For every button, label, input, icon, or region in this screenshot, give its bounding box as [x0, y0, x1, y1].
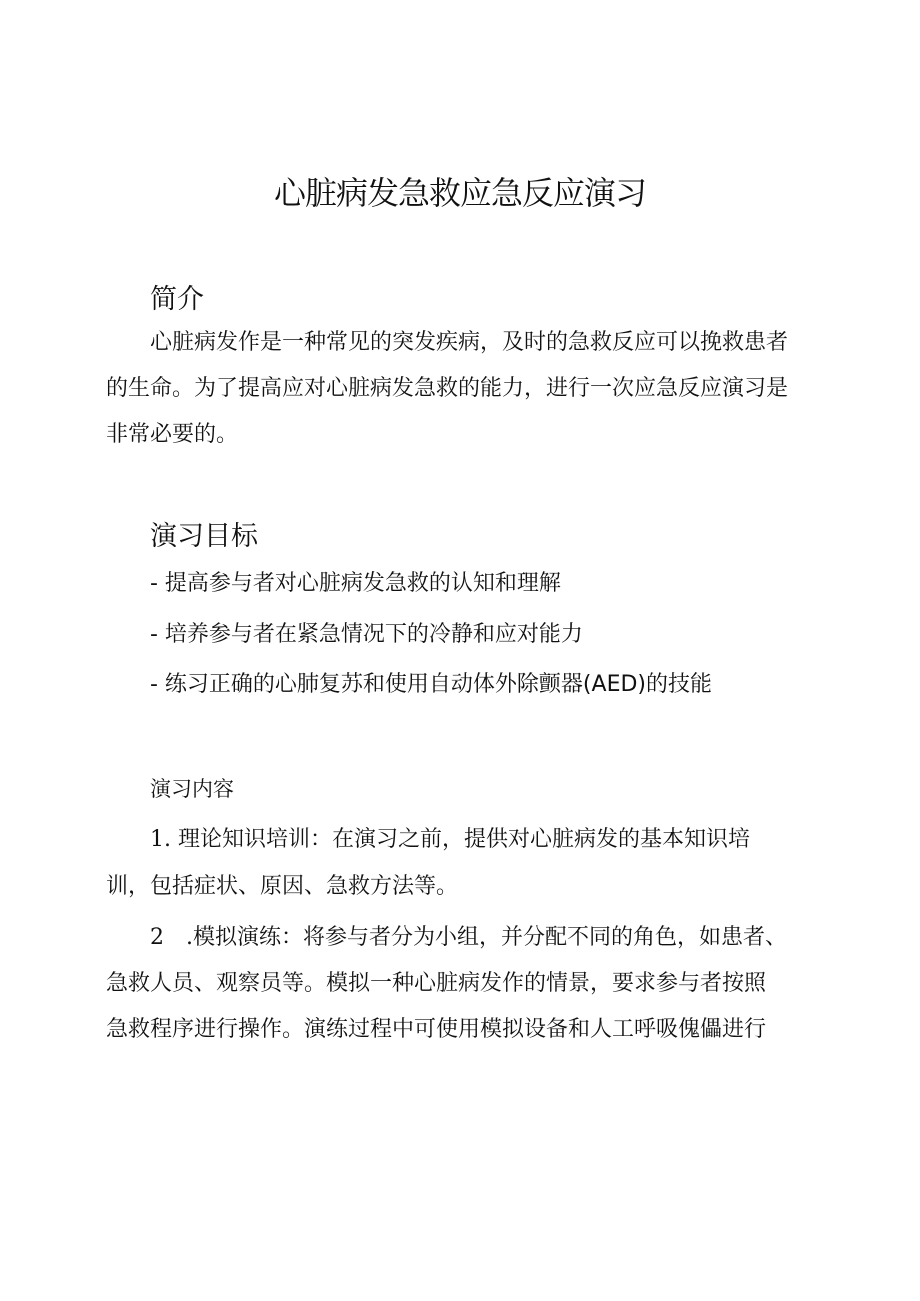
section-heading-goals: 演习目标 [150, 521, 258, 552]
intro-line-3: 非常必要的。 [106, 422, 239, 447]
section-heading-content: 演习内容 [150, 777, 234, 801]
content-item2-line-3: 急救程序进行操作。演练过程中可使用模拟设备和人工呼吸傀儡进行 [106, 1017, 767, 1042]
content-item2-line-2: 急救人员、观察员等。模拟一种心脏病发作的情景，要求参与者按照 [106, 971, 767, 996]
content-item2-line-1: 2 .模拟演练：将参与者分为小组，并分配不同的角色，如患者、 [150, 925, 787, 950]
goal-item-2: - 培养参与者在紧急情况下的冷静和应对能力 [150, 622, 583, 647]
goal-item-1: - 提高参与者对心脏病发急救的认知和理解 [150, 571, 561, 596]
intro-line-2: 的生命。为了提高应对心脏病发急救的能力，进行一次应急反应演习是 [106, 376, 789, 401]
section-heading-intro: 简介 [150, 284, 204, 315]
content-item1-line-1: 1. 理论知识培训：在演习之前，提供对心脏病发的基本知识培 [150, 827, 750, 852]
intro-line-1: 心脏病发作是一种常见的突发疾病，及时的急救反应可以挽救患者 [150, 330, 789, 355]
goal-item-3: - 练习正确的心肺复苏和使用自动体外除颤器(AED)的技能 [150, 672, 712, 697]
document-title: 心脏病发急救应急反应演习 [273, 174, 646, 212]
content-item1-line-2: 训，包括症状、原因、急救方法等。 [106, 874, 459, 899]
